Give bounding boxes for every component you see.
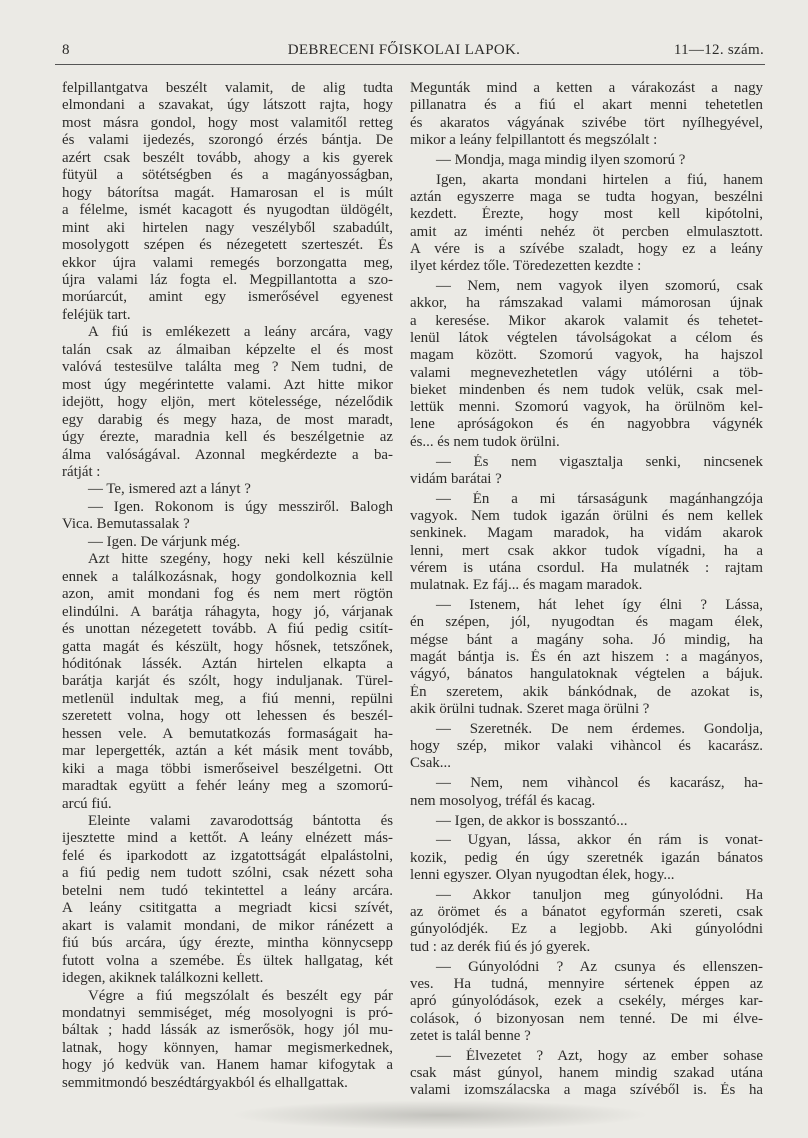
text-line: mikor a leány felpillantott és megszólalt :: [410, 131, 658, 148]
paragraph: [410, 959, 763, 1045]
text-line: vagyok. Nem tudok igazán örülni és nem kellek: [410, 508, 763, 525]
text-line: kiki a maga többi ismerőseivel beszélgetni. Ott: [62, 760, 393, 777]
text-line: ves. Ha tudná, mennyire sértenek éppen az: [410, 975, 763, 992]
text-line: — Ugyan, lássa, akkor én rám is vonat-: [436, 832, 763, 849]
text-line: Eleinte valami zavarodottság bántotta és: [88, 813, 393, 830]
text-line: A vére is a szívébe szaladt, hogy ez a leány: [410, 240, 763, 257]
text-line: apró gúnyolódások, ezek a csekély, mérges kar-: [410, 993, 763, 1010]
text-line: lene apróságokon és én nagyobbra vágynék: [410, 416, 763, 433]
text-line: a keresése. Mikor akarok valamit és tehetet-: [410, 312, 763, 329]
text-line: pillanatra és a fiú el akart menni tehetetlen: [410, 97, 763, 114]
text-line: A fiú is emlékezett a leány arcára, vagy: [88, 324, 393, 341]
paragraph: [410, 80, 763, 149]
paragraph: [62, 499, 393, 534]
text-line: — Én a mi társaságunk magánhangzója: [436, 490, 763, 507]
paragraph: [62, 813, 393, 988]
text-line: azért csak beszélt tovább, ahogy a kis gyerek: [62, 149, 393, 166]
text-line: hogy jó kedvük van. Hanem hamar kifogytak a: [62, 1057, 393, 1074]
text-line: lenni egyszer. Olyan nyugodtan élek, hogy...: [410, 867, 675, 883]
text-line: vágyó, bánatos hangulatoknak végtelen a bájuk.: [410, 666, 763, 683]
text-line: én szépen, jól, nyugodtan és magam élek,: [410, 614, 763, 631]
text-line: hessen vele. A bemutatkozás formaságait ha-: [62, 725, 393, 742]
text-line: mulatnak. Ez fáj... és magam maradok.: [410, 577, 643, 594]
paragraph: [410, 832, 763, 884]
issue-number: 11—12. szám.: [673, 42, 764, 58]
text-line: — Te, ismered azt a lányt ?: [88, 481, 251, 498]
paragraph: [410, 597, 763, 718]
right-column: [410, 80, 763, 1102]
text-line: most úgy megérintette valami. Azt hitte mikor: [62, 376, 393, 393]
paragraph: [410, 278, 763, 451]
text-line: — Szeretnék. De nem érdemes. Gondolja,: [436, 720, 763, 737]
text-line: — Igen, de akkor is bosszantó...: [436, 812, 628, 829]
text-line: nem mosolyog, tréfál és kacag.: [410, 792, 596, 809]
paragraph: [410, 152, 763, 169]
text-line: valami izomszálacska a maga szívéből is. És ha: [410, 1082, 763, 1099]
text-line: most másra gondol, hogy most valamitől retteg: [62, 114, 393, 131]
text-line: báltak ; hadd lássák az ismerősök, hogy jól mu-: [62, 1022, 393, 1039]
text-line: magam között. Szomorú vagyok, ha hajszol: [410, 347, 763, 364]
page-number: 8: [62, 42, 70, 58]
paragraph: [410, 454, 763, 489]
paragraph: [410, 1048, 763, 1100]
paragraph: [62, 80, 393, 324]
text-line: feléjük tart.: [62, 306, 131, 323]
text-line: — És nem vigasztalja senki, nincsenek: [436, 453, 763, 470]
text-line: fiú bús arcára, úgy érezte, mintha könnycsepp: [62, 935, 393, 952]
text-line: hogy szép, mikor valaki vihàncol és kacarász.: [410, 738, 763, 755]
text-line: idegen, akiknek találkozni kellett.: [62, 970, 264, 987]
text-line: azon, amit mondani fog és nem mert rögtön: [62, 586, 393, 603]
text-line: mondatnyi semmiséget, még mosolyogni is pró-: [62, 1005, 393, 1022]
text-line: futott volna a szemébe. És ültek hallgatag, két: [62, 952, 393, 969]
paragraph: [410, 491, 763, 595]
text-line: idejött, hogy eljön, mert kötelessége, nézelődik: [62, 394, 393, 411]
paragraph: [410, 172, 763, 276]
text-line: maradtak együtt a fehér leány meg a szomorú-: [62, 778, 393, 795]
text-line: és... és nem tudok örülni.: [410, 433, 560, 450]
paragraph: [62, 988, 393, 1093]
text-line: Igen, akarta mondani hirtelen a fiú, hanem: [436, 171, 763, 188]
text-line: aztán egyszerre maga se tudta hogyan, beszélni: [410, 188, 763, 205]
text-line: egy darabig és megy haza, de most maradt,: [62, 411, 393, 428]
text-line: a félelme, ismét kacagott és nyugodtan üldögélt,: [62, 202, 393, 219]
text-line: — Akkor tanuljon meg gúnyolódni. Ha: [436, 886, 763, 903]
text-line: vérem is utána csordul. Ha mulatnék : rajtam: [410, 559, 763, 576]
text-line: latnak, hogy könnyen, hamar megismerkednek,: [62, 1039, 393, 1056]
text-line: lenül látok végtelen távolságokat a célom és: [410, 329, 763, 346]
text-line: magát bántja is. És én azt hiszem : a magányos,: [410, 649, 763, 666]
text-line: — Gúnyolódni ? Az csunya és ellenszen-: [436, 958, 763, 975]
paragraph: [62, 324, 393, 481]
text-line: fütyül a sötétségben és a magányosságban,: [62, 167, 393, 184]
text-line: az örömet és a bánatot egyformán szereti, csak: [410, 904, 763, 921]
text-line: ilyet kérdez tőle. Töredezetten kezdte :: [410, 258, 642, 275]
text-line: tud : az derék fiú és jó gyerek.: [410, 938, 591, 955]
text-line: mosolygott szépen és nézegetett szerteszét. És: [62, 237, 393, 254]
text-line: vidám barátai ?: [410, 470, 502, 487]
text-line: barátja karját és szólt, hogy induljanak. Türel-: [62, 673, 393, 690]
text-line: — Igen. De várjunk még.: [88, 533, 241, 550]
text-line: ennek a találkozásnak, hogy gondolkoznia kell: [62, 568, 393, 585]
paragraph: [410, 775, 763, 810]
text-line: akart is valamit mondani, de mikor ránézett a: [62, 917, 393, 934]
paragraph: [410, 721, 763, 773]
text-line: Csak...: [410, 755, 451, 772]
text-line: talán csak az álmaiban képzelte el és most: [62, 341, 393, 358]
text-line: Azt hitte szegény, hogy neki kell készülnie: [88, 551, 393, 568]
text-line: morúarcút, amint egy ismerősével egyenest: [62, 289, 393, 306]
text-line: Megunták mind a ketten a várakozást a nagy: [410, 80, 763, 96]
text-line: senkinek. Magam maradok, ha vidám akarok: [410, 525, 763, 542]
paragraph: [62, 534, 393, 551]
text-line: lettük menni. Szomorú vagyok, ha örülnöm kel-: [410, 399, 763, 416]
text-line: hogy bátorítsa magát. Hamarosan el is múlt: [62, 184, 393, 201]
publication-title: DEBRECENI FŐISKOLAI LAPOK.: [287, 42, 521, 58]
text-line: hóditónak lássék. Aztán hirtelen elkapta a: [62, 655, 393, 672]
text-line: semmitmondó beszédtárgyakból és elhallgattak.: [62, 1074, 348, 1091]
text-line: és akaratos vágyának szivébe tört nyílhegyével,: [410, 114, 763, 131]
text-line: — Mondja, maga mindig ilyen szomorú ?: [436, 151, 686, 168]
text-line: colások, ó bizonyosan nem tenné. De mi élve-: [410, 1010, 763, 1027]
text-line: mégse bánt a magány soha. Jó mindig, ha: [410, 631, 763, 648]
text-line: úgy érezte, maradnia kell és beszélgetnie az: [62, 429, 393, 446]
text-line: gúnyolódjék. Ez a legjobb. Aki gúnyolódni: [410, 921, 763, 938]
paragraph: [62, 481, 393, 498]
text-line: — Nem, nem vihàncol és kacarász, ha-: [436, 775, 763, 792]
text-line: lenni, mert csak akkor tudok vígadni, ha a: [410, 542, 763, 559]
text-line: metlenül indultak meg, a fiú menni, repülni: [62, 690, 393, 707]
header-rule: [55, 64, 765, 65]
text-line: és unottan nézegetett tovább. A fiú pedig csitít-: [62, 621, 393, 638]
text-line: — Nem, nem vagyok ilyen szomorú, csak: [436, 278, 763, 295]
left-column: [62, 80, 393, 1092]
text-line: A leány csititgatta a megriadt kicsi szívét,: [62, 900, 393, 917]
text-line: ekkor újra valami remegés borzongatta meg,: [62, 254, 393, 271]
text-line: valami megnevezhetetlen vágy utólérni a töb-: [410, 364, 763, 381]
text-line: — Igen. Rokonom is úgy messziről. Balogh: [88, 498, 393, 515]
text-line: szeretett volna, hogy ott lehessen és beszél-: [62, 708, 393, 725]
text-line: akkor, ha rámszakad valami mámorosan újnak: [410, 295, 763, 312]
text-line: bieket mindenben és nem tudok velük, csak mel-: [410, 381, 763, 398]
paragraph: [410, 887, 763, 956]
text-line: rátját :: [62, 463, 101, 480]
text-line: mar lepergették, aztán a két másik ment tovább,: [62, 743, 393, 760]
text-line: zetet is talál benne ?: [410, 1027, 531, 1044]
text-line: valóvá testesülve találta meg ? Nem tudni, de: [62, 359, 393, 376]
text-line: akik örülni tudnak. Szeret maga örülni ?: [410, 700, 650, 717]
text-line: gatta magát és készült, hogy hősnek, tetszőnek,: [62, 638, 393, 655]
text-line: amit az iménti nehéz öt percben elmulasztott.: [410, 223, 763, 240]
paragraph: [410, 813, 763, 830]
text-line: felé és iparkodott az izgatottságát elpalástolni,: [62, 847, 393, 864]
text-line: Vica. Bemutassalak ?: [62, 516, 190, 533]
scan-smudge: [230, 1100, 650, 1130]
text-line: ijesztette mind a kettőt. A leány elnézett más-: [62, 830, 393, 847]
text-line: és valami ijedezés, szorongó érzés bántja. De: [62, 132, 393, 149]
text-line: Végre a fiú megszólalt és beszélt egy pár: [88, 987, 393, 1004]
text-line: kezdett. Érezte, hogy most kell kipótolni,: [410, 206, 763, 223]
text-line: — Istenem, hát lehet így élni ? Lássa,: [436, 597, 763, 614]
text-line: kozik, pedig én úgy szeretnék igazán bánatos: [410, 849, 763, 866]
paragraph: [62, 551, 393, 813]
text-line: álma valóságával. Azonnal megkérdezte a ba-: [62, 446, 393, 463]
text-line: a fiú pedig nem tudott szólni, csak nézett soha: [62, 865, 393, 882]
text-line: mint aki hirtelen nagy veszélyből szabadúlt,: [62, 219, 393, 236]
text-line: felpillantgatva beszélt valamit, de alig tudta: [62, 80, 393, 96]
text-line: Én szeretem, akik bánkódnak, de azokat is,: [410, 683, 763, 700]
text-line: újra valami láz fogta el. Megpillantotta a szo-: [62, 271, 393, 288]
text-line: — Élvezetet ? Azt, hogy az ember sohase: [436, 1047, 763, 1064]
text-line: elmondani a szavakat, úgy látszott rajta, hogy: [62, 97, 393, 114]
text-line: betelni nem tudó tekintettel a leány arcára.: [62, 882, 393, 899]
text-line: arcú fiú.: [62, 795, 112, 812]
text-line: elindúlni. A barátja ráhagyta, hogy jó, várjanak: [62, 603, 393, 620]
text-line: csak mást gúnyol, hanem mindig szakad utána: [410, 1065, 763, 1082]
